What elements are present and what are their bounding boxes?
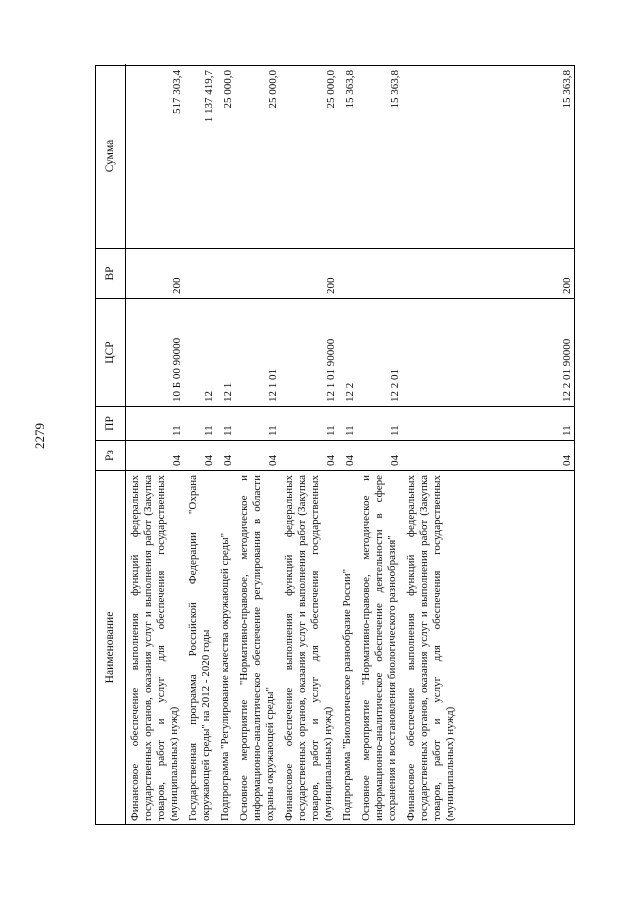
row-vr-cell <box>338 248 357 298</box>
row-csr-cell: 12 <box>184 298 216 406</box>
row-sum-cell: 15 363,8 <box>561 70 573 109</box>
row-pr-cell: 11 <box>280 406 338 440</box>
row-pr-cell: 11 <box>402 406 574 440</box>
row-vr-cell: 200 <box>126 248 184 298</box>
col-header-rz: Рз <box>96 440 126 470</box>
row-rz-cell: 04 <box>216 440 235 470</box>
row-csr-cell: 12 1 <box>216 298 235 406</box>
row-sum-cell: 15 363,8 <box>389 70 401 109</box>
row-csr-cell: 10 Б 00 90000 <box>126 298 184 406</box>
row-vr-cell <box>184 248 216 298</box>
row-name-cell: Основное мероприятие "Нормативно-правовое, методическое и информационно-аналитическое обеспечение деятельности в сфере сохранения и восстановления биологического разнообразия" <box>357 470 402 824</box>
page-number: 2279 <box>32 423 47 449</box>
row-sum-cell: 15 363,8 <box>344 70 356 109</box>
row-name-cell: Подпрограмма "Биологическое разнообразие России" <box>338 470 357 824</box>
col-header-name: Наименование <box>96 470 126 824</box>
row-name-cell: Подпрограмма "Регулирование качества окружающей среды" <box>216 470 235 824</box>
row-name-cell: Финансовое обеспечение выполнения функций федеральных государственных органов, оказания услуг и выполнения работ (Закупка товаров, работ и услуг для обеспечения государственных (муниципальных) нужд) <box>280 470 338 824</box>
budget-table <box>95 65 575 825</box>
row-rz-cell: 04 <box>235 440 280 470</box>
row-vr-cell <box>357 248 402 298</box>
row-name-cell: Основное мероприятие "Нормативно-правовое, методическое и информационно-аналитическое обеспечение регулирования в области охраны окружающей среды" <box>235 470 280 824</box>
col-header-sum: Сумма <box>96 64 126 248</box>
row-rz-cell: 04 <box>338 440 357 470</box>
row-csr-cell: 12 2 01 <box>357 298 402 406</box>
row-csr-cell: 12 1 01 90000 <box>280 298 338 406</box>
row-csr-cell: 12 2 01 90000 <box>402 298 574 406</box>
col-header-pr: ПР <box>96 406 126 440</box>
row-pr-cell: 11 <box>216 406 235 440</box>
row-rz-cell: 04 <box>184 440 216 470</box>
row-vr-cell: 200 <box>280 248 338 298</box>
row-pr-cell: 11 <box>126 406 184 440</box>
row-name-cell: Финансовое обеспечение выполнения функций федеральных государственных органов, оказания услуг и выполнения работ (Закупка товаров, работ и услуг для обеспечения государственных (муниципальных) нужд) <box>126 470 184 824</box>
row-name-cell: Финансовое обеспечение выполнения функций федеральных государственных органов, оказания услуг и выполнения работ (Закупка товаров, работ и услуг для обеспечения государственных (муниципальных) нужд) <box>402 470 574 824</box>
row-pr-cell: 11 <box>235 406 280 440</box>
row-sum-cell: 25 000,0 <box>267 70 279 109</box>
row-rz-cell: 04 <box>357 440 402 470</box>
row-vr-cell <box>216 248 235 298</box>
row-pr-cell: 11 <box>357 406 402 440</box>
row-vr-cell: 200 <box>402 248 574 298</box>
row-vr-cell <box>235 248 280 298</box>
row-csr-cell: 12 1 01 <box>235 298 280 406</box>
row-sum-cell: 1 137 419,7 <box>203 70 215 123</box>
row-pr-cell: 11 <box>338 406 357 440</box>
row-rz-cell: 04 <box>402 440 574 470</box>
row-sum-cell: 25 000,0 <box>222 70 234 109</box>
row-rz-cell: 04 <box>280 440 338 470</box>
row-sum-cell: 25 000,0 <box>325 70 337 109</box>
row-name-cell: Государственная программа Российской Федерации "Охрана окружающей среды" на 2012 - 2020 годы <box>184 470 216 824</box>
rotated-page <box>95 65 575 825</box>
row-sum-cell: 517 303,4 <box>171 70 183 114</box>
row-rz-cell: 04 <box>126 440 184 470</box>
col-header-csr: ЦСР <box>96 298 126 406</box>
row-csr-cell: 12 2 <box>338 298 357 406</box>
col-header-vr: ВР <box>96 248 126 298</box>
row-pr-cell: 11 <box>184 406 216 440</box>
